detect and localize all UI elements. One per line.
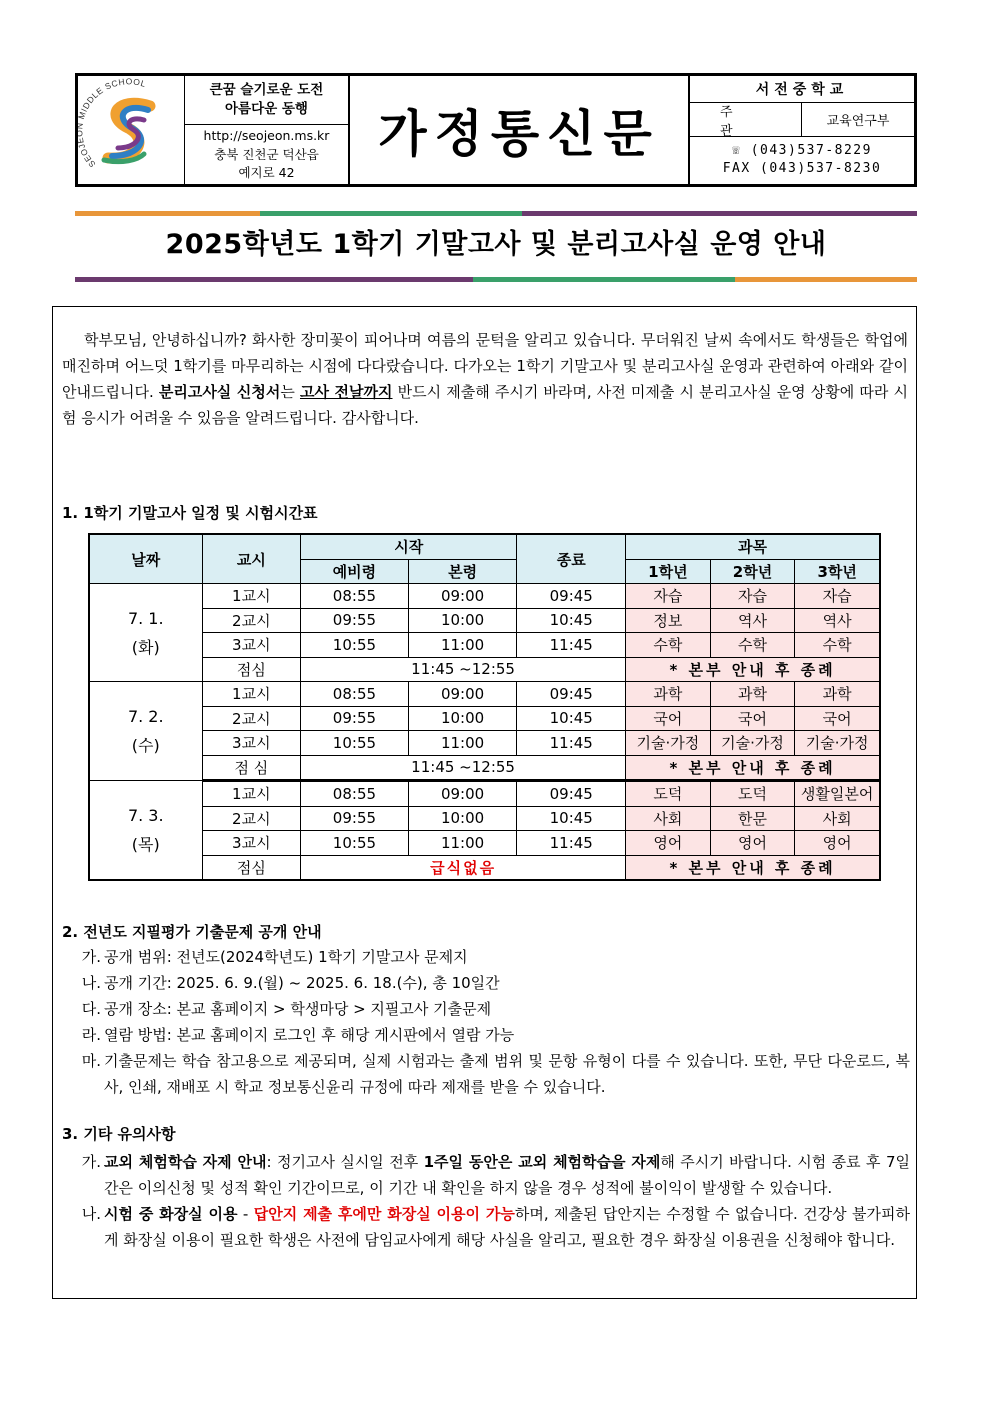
main-cell: 11:00 <box>408 633 517 658</box>
main-cell: 10:00 <box>408 706 517 731</box>
subject-cell: 수학 <box>795 633 880 658</box>
bottom-color-band <box>75 277 917 282</box>
period-cell: 3교시 <box>202 831 301 856</box>
notice-title: 2025학년도 1학기 기말고사 및 분리고사실 운영 안내 <box>165 229 827 260</box>
period-cell: 1교시 <box>202 682 301 707</box>
table-row <box>89 806 880 831</box>
lunch-row <box>89 657 880 682</box>
lunch-label: 점심 <box>202 657 301 682</box>
subject-cell: 국어 <box>795 706 880 731</box>
list-item: 가. 교외 체험학습 자제 안내: 정기고사 실시일 전후 1주일 동안은 교외 체험학습을 자제해 주시기 바랍니다. 시험 종료 후 7일간은 이의신청 및 성적 확인 기간이므로, 이 기간 내 확인을 하지 않을 경우 성적에 불이익이 발생할 수 있습니다. <box>81 1153 910 1197</box>
end-cell: 09:45 <box>517 781 626 807</box>
period-cell: 2교시 <box>202 706 301 731</box>
main-cell: 10:00 <box>408 806 517 831</box>
newsletter-title: 가정통신문 <box>350 76 690 184</box>
end-cell: 10:45 <box>517 608 626 633</box>
lunch-time: 11:45 ~12:55 <box>301 755 626 781</box>
letterhead <box>75 73 917 187</box>
subject-cell: 국어 <box>710 706 795 731</box>
lunch-row <box>89 755 880 781</box>
subject-cell: 영어 <box>710 831 795 856</box>
lunch-note: * 본부 안내 후 종례 <box>626 755 880 781</box>
main-cell: 10:00 <box>408 608 517 633</box>
list-item: 나. 공개 기간: 2025. 6. 9.(월) ~ 2025. 6. 18.(수), 총 10일간 <box>81 974 500 992</box>
main-cell: 09:00 <box>408 584 517 609</box>
main-cell: 11:00 <box>408 731 517 756</box>
subject-cell: 자습 <box>795 584 880 609</box>
lunch-time: 급식없음 <box>301 855 626 880</box>
lunch-row <box>89 855 880 880</box>
school-logo <box>78 76 185 184</box>
logo-text: SEO IDDLE SCHOOL <box>78 76 148 170</box>
end-cell: 09:45 <box>517 584 626 609</box>
main-cell: 11:00 <box>408 831 517 856</box>
lunch-label: 점 심 <box>202 755 301 781</box>
end-cell: 10:45 <box>517 706 626 731</box>
subject-cell: 기술·가정 <box>795 731 880 756</box>
lunch-label: 점심 <box>202 855 301 880</box>
subject-cell: 사회 <box>795 806 880 831</box>
exam-schedule-body <box>89 584 880 881</box>
period-cell: 1교시 <box>202 584 301 609</box>
intro-paragraph: 학부모님, 안녕하십니까? 화사한 장미꽃이 피어나며 여름의 문턱을 알리고 있습니다. 무더워진 날씨 속에서도 학생들은 학업에 매진하며 어느덧 1학기를 마무리하는 시점에 다다랐습니다. 다가오는 1학기 기말고사 및 분리고사실 운영과 관련하여 아래와 같이 안내드립니다. 분리고사실 신청서는 고사 전날까지 반드시 제출해 주시기 바라며, 사전 미제출 시 분리고사실 운영 상황에 따라 시험 응시가 어려울 수 있음을 알려드립니다. 감사합니다. <box>62 331 908 427</box>
subject-cell: 기술·가정 <box>626 731 711 756</box>
exam-date: 7. 1. (화) <box>89 584 202 682</box>
subject-cell: 자습 <box>710 584 795 609</box>
subject-cell: 역사 <box>795 608 880 633</box>
table-row <box>89 781 880 807</box>
pre-cell: 10:55 <box>301 731 409 756</box>
pre-cell: 08:55 <box>301 584 409 609</box>
pre-cell: 08:55 <box>301 682 409 707</box>
subject-cell: 자습 <box>626 584 711 609</box>
subject-cell: 한문 <box>710 806 795 831</box>
section3-list <box>62 1149 910 1253</box>
table-row <box>89 831 880 856</box>
pre-cell: 09:55 <box>301 608 409 633</box>
subject-cell: 수학 <box>710 633 795 658</box>
dept-label: 주관 <box>690 103 802 136</box>
subject-cell: 사회 <box>626 806 711 831</box>
pre-cell: 08:55 <box>301 781 409 807</box>
table-row <box>89 633 880 658</box>
subject-cell: 영어 <box>795 831 880 856</box>
lunch-time: 11:45 ~12:55 <box>301 657 626 682</box>
period-cell: 2교시 <box>202 806 301 831</box>
period-cell: 3교시 <box>202 731 301 756</box>
subject-cell: 생활일본어 <box>795 781 880 807</box>
pre-cell: 09:55 <box>301 806 409 831</box>
table-row <box>89 682 880 707</box>
subject-cell: 과학 <box>626 682 711 707</box>
subject-cell: 수학 <box>626 633 711 658</box>
lunch-note: * 본부 안내 후 종례 <box>626 855 880 880</box>
period-cell: 1교시 <box>202 781 301 807</box>
subject-cell: 역사 <box>710 608 795 633</box>
school-emblem-icon <box>78 76 182 184</box>
list-item: 가. 공개 범위: 전년도(2024학년도) 1학기 기말고사 문제지 <box>81 948 468 966</box>
period-cell: 3교시 <box>202 633 301 658</box>
table-row <box>89 731 880 756</box>
exam-date: 7. 3. (목) <box>89 781 202 881</box>
subject-cell: 영어 <box>626 831 711 856</box>
section1-title: 1. 1학기 기말고사 일정 및 시험시간표 <box>62 504 318 522</box>
school-address: http://seojeon.ms.kr 충북 진천군 덕산읍 예지로 42 <box>203 128 330 181</box>
main-cell: 09:00 <box>408 682 517 707</box>
school-motto: 큰꿈 슬기로운 도전 아름다운 동행 <box>185 76 348 125</box>
section3-title: 3. 기타 유의사항 <box>62 1125 176 1143</box>
subject-cell: 도덕 <box>710 781 795 807</box>
pre-cell: 10:55 <box>301 633 409 658</box>
subject-cell: 도덕 <box>626 781 711 807</box>
pre-cell: 10:55 <box>301 831 409 856</box>
section2-list <box>62 944 910 1100</box>
subject-cell: 기술·가정 <box>710 731 795 756</box>
table-row <box>89 584 880 609</box>
list-item: 마. 기출문제는 학습 참고용으로 제공되며, 실제 시험과는 출제 범위 및 문항 유형이 다를 수 있습니다. 또한, 무단 다운로드, 복사, 인쇄, 재배포 시 학교 정보통신윤리 규정에 따라 제재를 받을 수 있습니다. <box>81 1052 910 1096</box>
list-item: 다. 공개 장소: 본교 홈페이지 > 학생마당 > 지필고사 기출문제 <box>81 1000 492 1018</box>
subject-cell: 과학 <box>795 682 880 707</box>
exam-schedule-table: 날짜 교시 시작 종료 과목 예비령 본령 1학년 2학년 3학년 7. 1. (화) 1교시 08:55 09:00 09:45 자습 자습 자습 2교시 09:55 10:00 10:45 정보 역사 역사 3교시 10:55 11:00 11:45 수학 수학 수학 점심 11:45 ~12:55 * 본부 안내 후 종례 7. 2. (수) 1교시 08:55 09:00 09:45 과학 과학 과학 2교시 09:55 10:00 10:45 국어 국어 국어 3교시 10:55 11:00 11:45 기술·가정 기술·가정 기술·가정 점 심 11:45 ~12:55 * 본부 안내 후 종례 7. 3. (목) 1교시 08:55 09:00 09:45 도덕 도덕 생활일본어 2교시 09:55 10:00 10:45 사회 한문 사회 3교시 10:55 11:00 11:45 영어 영어 영어 점심 급식없음 * 본부 안내 후 종례 <box>88 533 881 881</box>
pre-cell: 09:55 <box>301 706 409 731</box>
table-row <box>89 706 880 731</box>
end-cell: 11:45 <box>517 633 626 658</box>
fax-number: FAX (043)537-8230 <box>722 161 882 176</box>
end-cell: 09:45 <box>517 682 626 707</box>
exam-date: 7. 2. (수) <box>89 682 202 781</box>
list-item: 라. 열람 방법: 본교 홈페이지 로그인 후 해당 게시판에서 열람 가능 <box>81 1026 515 1044</box>
end-cell: 11:45 <box>517 831 626 856</box>
subject-cell: 정보 <box>626 608 711 633</box>
top-color-band <box>75 211 917 216</box>
period-cell: 2교시 <box>202 608 301 633</box>
list-item: 나. 시험 중 화장실 이용 - 답안지 제출 후에만 화장실 이용이 가능하며, 제출된 답안지는 수정할 수 없습니다. 건강상 불가피하게 화장실 이용이 필요한 학생은 사전에 담임교사에게 해당 사실을 알리고, 필요한 경우 화장실 이용권을 신청해야 합니다. <box>81 1205 911 1249</box>
school-url[interactable]: http://seojeon.ms.kr <box>203 128 330 144</box>
dept-value: 교육연구부 <box>826 114 890 129</box>
table-row <box>89 608 880 633</box>
contact-info <box>690 137 914 183</box>
lunch-note: * 본부 안내 후 종례 <box>626 657 880 682</box>
section2-title: 2. 전년도 지필평가 기출문제 공개 안내 <box>62 923 322 941</box>
notice-body <box>52 306 917 1299</box>
phone-number: ☏ (043)537-8229 <box>732 143 872 158</box>
school-name: 서전중학교 <box>690 76 914 103</box>
subject-cell: 과학 <box>710 682 795 707</box>
end-cell: 10:45 <box>517 806 626 831</box>
subject-cell: 국어 <box>626 706 711 731</box>
main-cell: 09:00 <box>408 781 517 807</box>
end-cell: 11:45 <box>517 731 626 756</box>
